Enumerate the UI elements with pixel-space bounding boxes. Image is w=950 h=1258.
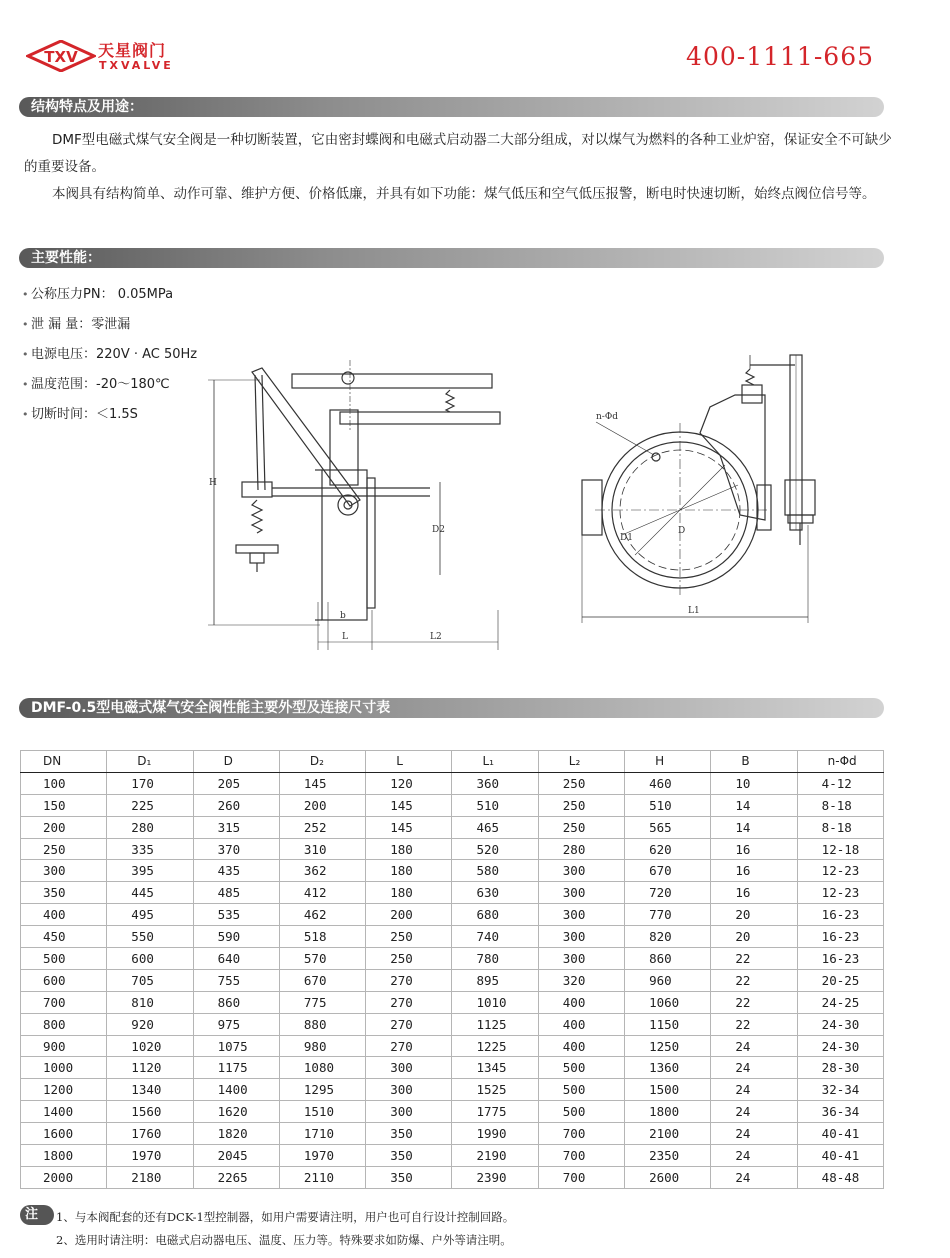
table-cell: 1970 [107, 1145, 193, 1167]
table-cell: 1775 [452, 1101, 538, 1123]
table-cell: 720 [625, 882, 711, 904]
table-cell: 590 [193, 926, 279, 948]
table-cell: 700 [538, 1145, 624, 1167]
table-cell: 24 [711, 1101, 797, 1123]
table-cell: 1800 [625, 1101, 711, 1123]
table-cell: 300 [366, 1057, 452, 1079]
table-cell: 740 [452, 926, 538, 948]
table-cell: 320 [538, 969, 624, 991]
table-cell: 300 [21, 860, 107, 882]
table-row [21, 904, 884, 926]
table-cell: 700 [538, 1166, 624, 1188]
table-cell: 1120 [107, 1057, 193, 1079]
table-cell: 460 [625, 772, 711, 794]
table-cell: 1225 [452, 1035, 538, 1057]
table-cell: 16 [711, 860, 797, 882]
table-cell: 270 [366, 1013, 452, 1035]
table-cell: 705 [107, 969, 193, 991]
hotline-phone: 400-1111-665 [686, 42, 874, 71]
table-cell: 2190 [452, 1145, 538, 1167]
table-cell: 20-25 [797, 969, 883, 991]
table-cell: 435 [193, 860, 279, 882]
table-cell: 770 [625, 904, 711, 926]
table-cell: 280 [538, 838, 624, 860]
table-cell: 270 [366, 1035, 452, 1057]
table-cell: 2265 [193, 1166, 279, 1188]
table-cell: 640 [193, 948, 279, 970]
spec-item [22, 313, 130, 332]
table-cell: 12-23 [797, 882, 883, 904]
table-cell: 145 [366, 794, 452, 816]
features-paragraph-1: DMF型电磁式煤气安全阀是一种切断装置，它由密封蝶阀和电磁式启动器二大部分组成，对以煤气为燃料的各种工业炉窑，保证安全不可缺少的重要设备。 [24, 132, 892, 175]
logo-english-name: TXVALVE [99, 59, 174, 72]
column-header: D₂ [279, 751, 365, 773]
table-cell: 180 [366, 860, 452, 882]
table-cell: 895 [452, 969, 538, 991]
table-cell: 150 [21, 794, 107, 816]
table-cell: 300 [538, 860, 624, 882]
table-cell: 205 [193, 772, 279, 794]
dim-label-n-phi-d: n-Φd [596, 412, 618, 422]
table-cell: 960 [625, 969, 711, 991]
table-cell: 145 [279, 772, 365, 794]
table-cell: 24 [711, 1035, 797, 1057]
note-2: 2、选用时请注明：电磁式启动器电压、温度、压力等。特殊要求如防爆、户外等请注明。 [56, 1233, 512, 1247]
spec-item [22, 403, 138, 422]
table-cell: 1500 [625, 1079, 711, 1101]
table-cell: 260 [193, 794, 279, 816]
table-cell: 495 [107, 904, 193, 926]
dim-label-l2: L2 [430, 632, 442, 642]
table-cell: 250 [366, 926, 452, 948]
table-cell: 400 [21, 904, 107, 926]
table-cell: 24 [711, 1057, 797, 1079]
table-cell: 24 [711, 1079, 797, 1101]
features-paragraph-2: 本阀具有结构简单、动作可靠、维护方便、价格低廉，并具有如下功能：煤气低压和空气低压报警，断电时快速切断，始终点阀位信号等。 [52, 186, 876, 202]
section-title-dimensions: DMF-0.5型电磁式煤气安全阀性能主要外型及连接尺寸表 [31, 700, 391, 716]
table-cell: 1525 [452, 1079, 538, 1101]
table-cell: 570 [279, 948, 365, 970]
section-bar-performance [19, 248, 884, 268]
section-title-features: 结构特点及用途： [31, 99, 143, 115]
dimensions-table [20, 750, 884, 1189]
table-cell: 2110 [279, 1166, 365, 1188]
table-body [21, 772, 884, 1188]
table-cell: 1560 [107, 1101, 193, 1123]
table-cell: 300 [366, 1079, 452, 1101]
dim-label-b: b [340, 611, 346, 621]
table-cell: 700 [538, 1123, 624, 1145]
table-cell: 510 [452, 794, 538, 816]
column-header: DN [21, 751, 107, 773]
table-cell: 370 [193, 838, 279, 860]
table-cell: 780 [452, 948, 538, 970]
table-cell: 24-30 [797, 1013, 883, 1035]
dim-label-d2: D2 [432, 525, 445, 535]
notes-badge: 注 [20, 1205, 54, 1225]
table-row [21, 1057, 884, 1079]
spec-item [22, 343, 197, 362]
table-cell: 1200 [21, 1079, 107, 1101]
table-cell: 1600 [21, 1123, 107, 1145]
table-cell: 4-12 [797, 772, 883, 794]
table-cell: 980 [279, 1035, 365, 1057]
table-cell: 250 [538, 794, 624, 816]
table-cell: 315 [193, 816, 279, 838]
spec-item [22, 373, 170, 392]
table-row [21, 816, 884, 838]
table-cell: 1620 [193, 1101, 279, 1123]
logo-emblem-icon [26, 40, 96, 72]
table-cell: 500 [538, 1101, 624, 1123]
table-cell: 700 [21, 991, 107, 1013]
table-cell: 200 [21, 816, 107, 838]
table-cell: 2100 [625, 1123, 711, 1145]
table-cell: 518 [279, 926, 365, 948]
table-cell: 170 [107, 772, 193, 794]
table-cell: 465 [452, 816, 538, 838]
table-cell: 1760 [107, 1123, 193, 1145]
dim-label-h: H [209, 478, 217, 488]
table-cell: 120 [366, 772, 452, 794]
table-cell: 500 [538, 1057, 624, 1079]
table-cell: 1345 [452, 1057, 538, 1079]
table-cell: 300 [538, 904, 624, 926]
table-row [21, 991, 884, 1013]
table-cell: 920 [107, 1013, 193, 1035]
table-row [21, 1166, 884, 1188]
table-cell: 12-23 [797, 860, 883, 882]
table-cell: 1800 [21, 1145, 107, 1167]
table-cell: 16-23 [797, 926, 883, 948]
table-cell: 12-18 [797, 838, 883, 860]
logo-mark-text: TXV [44, 48, 78, 66]
bullet-icon: • [22, 378, 29, 391]
table-cell: 24 [711, 1123, 797, 1145]
table-cell: 2600 [625, 1166, 711, 1188]
table-cell: 580 [452, 860, 538, 882]
table-row [21, 1013, 884, 1035]
table-cell: 1970 [279, 1145, 365, 1167]
table-row [21, 969, 884, 991]
table-cell: 1295 [279, 1079, 365, 1101]
dim-label-l: L [342, 632, 348, 642]
table-row [21, 838, 884, 860]
table-cell: 400 [538, 1013, 624, 1035]
table-cell: 775 [279, 991, 365, 1013]
table-cell: 800 [21, 1013, 107, 1035]
table-cell: 1820 [193, 1123, 279, 1145]
table-cell: 2180 [107, 1166, 193, 1188]
bullet-icon: • [22, 288, 29, 301]
table-cell: 820 [625, 926, 711, 948]
table-cell: 200 [366, 904, 452, 926]
table-cell: 485 [193, 882, 279, 904]
table-cell: 180 [366, 838, 452, 860]
column-header: n-Φd [797, 751, 883, 773]
spec-voltage: 电源电压：220V · AC 50Hz [31, 347, 198, 362]
section-title-performance: 主要性能： [31, 250, 101, 266]
column-header: L [366, 751, 452, 773]
section-bar-features [19, 97, 884, 117]
table-cell: 550 [107, 926, 193, 948]
table-cell: 1340 [107, 1079, 193, 1101]
table-cell: 810 [107, 991, 193, 1013]
table-cell: 880 [279, 1013, 365, 1035]
table-cell: 1000 [21, 1057, 107, 1079]
table-cell: 20 [711, 904, 797, 926]
table-cell: 145 [366, 816, 452, 838]
table-cell: 450 [21, 926, 107, 948]
table-cell: 860 [625, 948, 711, 970]
table-cell: 180 [366, 882, 452, 904]
table-cell: 48-48 [797, 1166, 883, 1188]
table-cell: 1080 [279, 1057, 365, 1079]
table-cell: 510 [625, 794, 711, 816]
spec-item [22, 283, 173, 302]
table-cell: 250 [366, 948, 452, 970]
table-cell: 1020 [107, 1035, 193, 1057]
column-header: B [711, 751, 797, 773]
table-cell: 22 [711, 948, 797, 970]
table-cell: 270 [366, 969, 452, 991]
table-cell: 300 [538, 926, 624, 948]
table-cell: 400 [538, 991, 624, 1013]
table-cell: 520 [452, 838, 538, 860]
table-cell: 1510 [279, 1101, 365, 1123]
table-row [21, 772, 884, 794]
table-cell: 900 [21, 1035, 107, 1057]
table-cell: 280 [107, 816, 193, 838]
table-cell: 10 [711, 772, 797, 794]
table-row [21, 926, 884, 948]
table-cell: 462 [279, 904, 365, 926]
table-cell: 335 [107, 838, 193, 860]
table-cell: 860 [193, 991, 279, 1013]
table-cell: 630 [452, 882, 538, 904]
table-cell: 500 [538, 1079, 624, 1101]
table-cell: 40-41 [797, 1123, 883, 1145]
table-cell: 250 [538, 816, 624, 838]
table-cell: 22 [711, 969, 797, 991]
table-cell: 535 [193, 904, 279, 926]
table-cell: 360 [452, 772, 538, 794]
table-row [21, 794, 884, 816]
table-cell: 1075 [193, 1035, 279, 1057]
spec-cutoff-time: 切断时间：＜1.5S [31, 407, 138, 422]
table-cell: 8-18 [797, 794, 883, 816]
table-cell: 225 [107, 794, 193, 816]
table-cell: 8-18 [797, 816, 883, 838]
table-row [21, 860, 884, 882]
table-cell: 2000 [21, 1166, 107, 1188]
table-row [21, 1101, 884, 1123]
table-cell: 1175 [193, 1057, 279, 1079]
table-cell: 350 [366, 1145, 452, 1167]
dim-label-d1: D1 [620, 533, 633, 543]
column-header: L₁ [452, 751, 538, 773]
table-cell: 1400 [21, 1101, 107, 1123]
table-cell: 200 [279, 794, 365, 816]
table-cell: 445 [107, 882, 193, 904]
table-cell: 670 [279, 969, 365, 991]
table-cell: 40-41 [797, 1145, 883, 1167]
table-cell: 350 [366, 1123, 452, 1145]
spec-pressure: 公称压力PN： 0.05MPa [31, 287, 174, 302]
table-row [21, 1123, 884, 1145]
table-cell: 670 [625, 860, 711, 882]
dim-label-d: D [678, 526, 686, 536]
table-cell: 1400 [193, 1079, 279, 1101]
table-cell: 24-25 [797, 991, 883, 1013]
bullet-icon: • [22, 408, 29, 421]
column-header: D [193, 751, 279, 773]
table-cell: 600 [107, 948, 193, 970]
table-cell: 250 [538, 772, 624, 794]
note-1: 1、与本阀配套的还有DCK-1型控制器，如用户需要请注明，用户也可自行设计控制回路。 [56, 1210, 515, 1224]
table-cell: 500 [21, 948, 107, 970]
table-cell: 412 [279, 882, 365, 904]
table-cell: 22 [711, 1013, 797, 1035]
table-cell: 600 [21, 969, 107, 991]
table-cell: 32-34 [797, 1079, 883, 1101]
table-cell: 250 [21, 838, 107, 860]
table-cell: 300 [538, 882, 624, 904]
table-cell: 2045 [193, 1145, 279, 1167]
table-cell: 300 [538, 948, 624, 970]
valve-side-view-drawing [200, 350, 510, 650]
column-header: H [625, 751, 711, 773]
table-header-row [21, 751, 884, 773]
table-cell: 975 [193, 1013, 279, 1035]
table-cell: 16-23 [797, 904, 883, 926]
bullet-icon: • [22, 318, 29, 331]
table-cell: 16 [711, 838, 797, 860]
table-cell: 14 [711, 794, 797, 816]
table-row [21, 948, 884, 970]
table-cell: 36-34 [797, 1101, 883, 1123]
table-cell: 1250 [625, 1035, 711, 1057]
table-row [21, 1145, 884, 1167]
table-cell: 310 [279, 838, 365, 860]
table-cell: 14 [711, 816, 797, 838]
table-cell: 565 [625, 816, 711, 838]
table-cell: 24 [711, 1166, 797, 1188]
table-cell: 1125 [452, 1013, 538, 1035]
table-cell: 28-30 [797, 1057, 883, 1079]
table-cell: 350 [366, 1166, 452, 1188]
table-cell: 100 [21, 772, 107, 794]
table-cell: 1360 [625, 1057, 711, 1079]
section-bar-dimensions [19, 698, 884, 718]
table-cell: 22 [711, 991, 797, 1013]
table-cell: 300 [366, 1101, 452, 1123]
table-cell: 362 [279, 860, 365, 882]
table-cell: 24 [711, 1145, 797, 1167]
table-row [21, 882, 884, 904]
bullet-icon: • [22, 348, 29, 361]
spec-temperature: 温度范围：-20～180℃ [31, 377, 170, 392]
table-cell: 2350 [625, 1145, 711, 1167]
table-cell: 20 [711, 926, 797, 948]
table-cell: 16 [711, 882, 797, 904]
table-cell: 2390 [452, 1166, 538, 1188]
column-header: L₂ [538, 751, 624, 773]
table-cell: 680 [452, 904, 538, 926]
column-header: D₁ [107, 751, 193, 773]
table-cell: 1060 [625, 991, 711, 1013]
table-row [21, 1079, 884, 1101]
table-cell: 620 [625, 838, 711, 860]
table-cell: 400 [538, 1035, 624, 1057]
table-cell: 755 [193, 969, 279, 991]
table-cell: 395 [107, 860, 193, 882]
spec-leakage: 泄 漏 量：零泄漏 [31, 317, 131, 332]
table-cell: 24-30 [797, 1035, 883, 1057]
table-cell: 1010 [452, 991, 538, 1013]
table-cell: 16-23 [797, 948, 883, 970]
dim-label-l1: L1 [688, 606, 700, 616]
table-cell: 1990 [452, 1123, 538, 1145]
table-row [21, 1035, 884, 1057]
table-cell: 1710 [279, 1123, 365, 1145]
table-cell: 270 [366, 991, 452, 1013]
table-cell: 252 [279, 816, 365, 838]
table-cell: 350 [21, 882, 107, 904]
valve-front-view-drawing [560, 345, 860, 630]
table-cell: 1150 [625, 1013, 711, 1035]
logo-chinese-name: 天星阀门 [98, 41, 167, 60]
